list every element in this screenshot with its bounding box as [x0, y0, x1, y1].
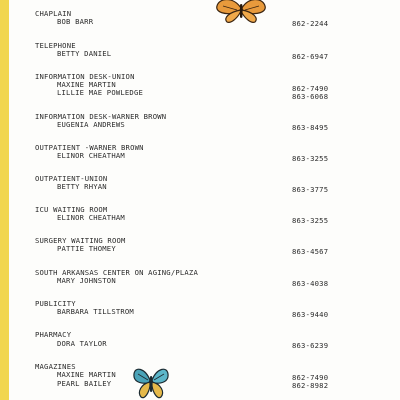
phone-number: 862-2244 — [292, 19, 329, 28]
phone-number: 863-3255 — [292, 216, 329, 225]
person-name: MARY JOHNSTON — [57, 276, 116, 285]
department-name: TELEPHONE — [35, 41, 76, 50]
person-name: MAXINE MARTIN — [57, 370, 116, 379]
phone-number: 863-3775 — [292, 185, 329, 194]
person-name: LILLIE MAE POWLEDGE — [57, 88, 144, 97]
person-name: BETTY RHYAN — [57, 182, 107, 191]
phone-number: 862-7490 — [292, 84, 329, 93]
department-name: CHAPLAIN — [35, 9, 72, 18]
person-name: ELINOR CHEATHAM — [57, 151, 125, 160]
phone-number: 863-6239 — [292, 341, 329, 350]
department-name: ICU WAITING ROOM — [35, 205, 108, 214]
department-name: INFORMATION DESK-WARNER BROWN — [35, 112, 167, 121]
department-name: OUTPATIENT-UNION — [35, 174, 108, 183]
department-name: PUBLICITY — [35, 299, 76, 308]
person-name: DORA TAYLOR — [57, 339, 107, 348]
phone-number: 862-6947 — [292, 52, 329, 61]
phone-number: 863-6068 — [292, 92, 329, 101]
person-name: BOB BARR — [57, 17, 94, 26]
person-name: PEARL BAILEY — [57, 379, 112, 388]
department-name: OUTPATIENT -WARNER BROWN — [35, 143, 144, 152]
phone-number: 863-8495 — [292, 123, 329, 132]
department-name: SURGERY WAITING ROOM — [35, 236, 126, 245]
monarch-butterfly-icon — [215, 0, 267, 24]
department-name: SOUTH ARKANSAS CENTER ON AGING/PLAZA — [35, 268, 198, 277]
phone-number: 862-8982 — [292, 381, 329, 390]
person-name: BARBARA TILLSTROM — [57, 307, 134, 316]
person-name: EUGENIA ANDREWS — [57, 120, 125, 129]
phone-number: 863-9440 — [292, 310, 329, 319]
blue-butterfly-icon — [131, 364, 171, 400]
person-name: BETTY DANIEL — [57, 49, 112, 58]
phone-number: 863-4038 — [292, 279, 329, 288]
person-name: MAXINE MARTIN — [57, 80, 116, 89]
department-name: MAGAZINES — [35, 362, 76, 371]
phone-number: 863-4567 — [292, 247, 329, 256]
person-name: ELINOR CHEATHAM — [57, 213, 125, 222]
directory-page — [9, 0, 400, 400]
person-name: PATTIE THOMEY — [57, 244, 116, 253]
phone-number: 863-3255 — [292, 154, 329, 163]
department-name: INFORMATION DESK-UNION — [35, 72, 135, 81]
left-color-bar — [0, 0, 9, 400]
department-name: PHARMACY — [35, 330, 72, 339]
phone-number: 862-7490 — [292, 373, 329, 382]
